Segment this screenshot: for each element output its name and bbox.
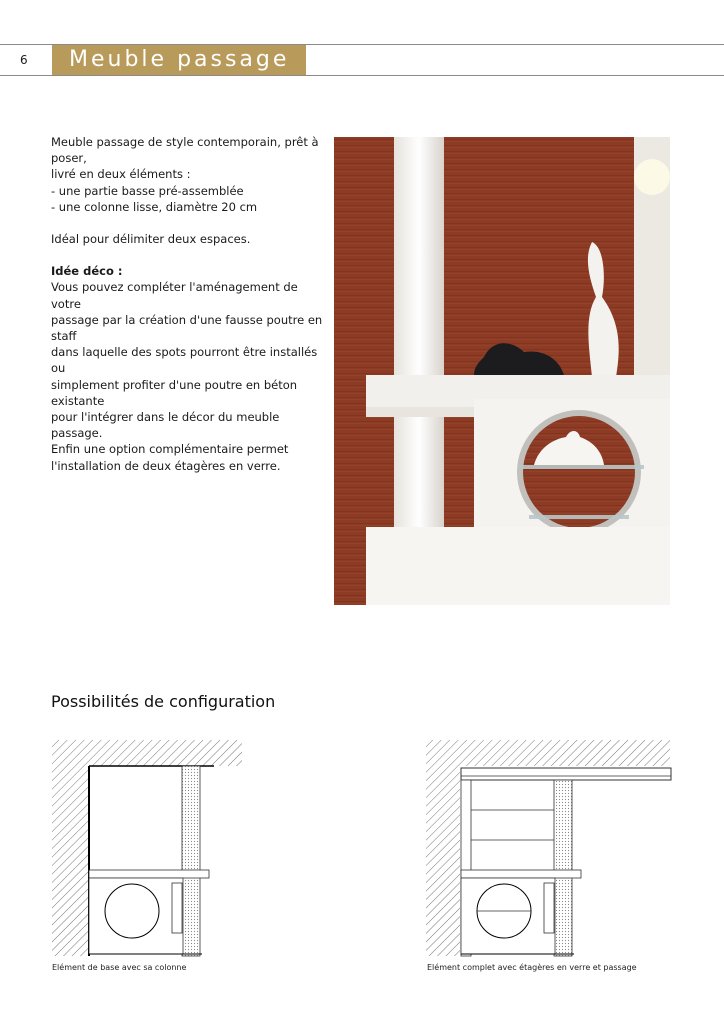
intro-paragraph: Meuble passage de style contemporain, prêt à poser, livré en deux éléments : - une partie basse pré-assemblée - une colonne lisse, diamètre 20 cm	[51, 135, 319, 214]
page-number: 6	[20, 53, 28, 67]
caption-right: Elément complet avec étagères en verre et passage	[427, 963, 637, 972]
page-title: Meuble passage	[69, 47, 290, 72]
caption-left: Elément de base avec sa colonne	[52, 963, 187, 972]
diagram-base-element	[52, 738, 252, 958]
diagram-complete-element	[426, 738, 672, 958]
ideal-paragraph: Idéal pour délimiter deux espaces.	[51, 232, 251, 247]
deco-paragraph: Idée déco : Vous pouvez compléter l'aménagement de votre passage par la création d'une fausse poutre en staff dans laquelle des spots pourront être installés ou simplement profiter d'une poutre en béton existante pour l'intégrer dans le décor du meuble passage. Enfin une option complémentaire permet l'installation de deux étagères en verre.	[51, 264, 323, 473]
bottom-rule	[0, 75, 724, 76]
title-band	[52, 45, 306, 75]
intro-text	[51, 134, 326, 490]
deco-heading: Idée déco :	[51, 264, 123, 279]
product-photo	[334, 137, 670, 605]
section-title: Possibilités de configuration	[51, 692, 276, 711]
